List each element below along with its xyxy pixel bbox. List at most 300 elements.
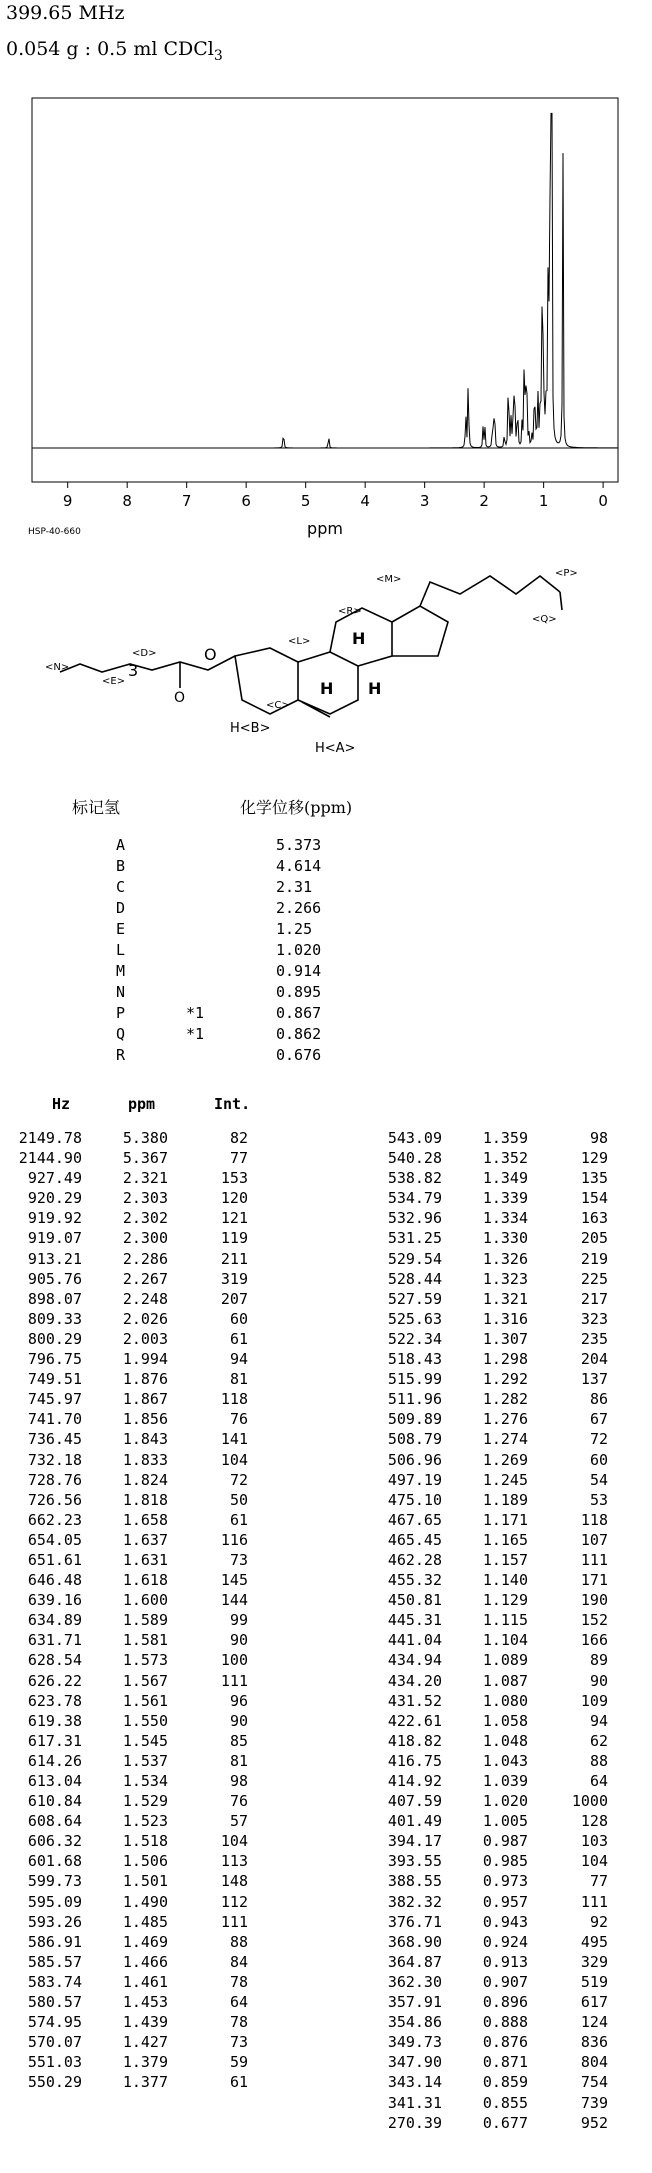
peak-hz: 586.91 xyxy=(27,1932,82,1951)
peak-ppm: 1.282 xyxy=(482,1390,528,1409)
peak-row xyxy=(0,1409,248,1429)
peak-int: 53 xyxy=(589,1490,608,1509)
peak-hz: 393.55 xyxy=(387,1852,442,1871)
peak-ppm: 1.631 xyxy=(122,1550,168,1569)
peak-ppm: 1.292 xyxy=(482,1370,528,1389)
peak-ppm: 1.323 xyxy=(482,1269,528,1288)
peak-ppm: 1.469 xyxy=(122,1932,168,1951)
peak-row xyxy=(0,1470,248,1490)
peak-int: 76 xyxy=(229,1410,248,1429)
assignment-ppm: 1.25 xyxy=(276,920,313,938)
peak-int: 60 xyxy=(589,1450,608,1469)
peak-hz: 349.73 xyxy=(387,2033,442,2052)
x-tick-label: 8 xyxy=(122,492,132,510)
peak-ppm: 1.339 xyxy=(482,1189,528,1208)
peak-int: 329 xyxy=(580,1952,608,1971)
peak-ppm: 1.573 xyxy=(122,1651,168,1670)
peak-hz: 538.82 xyxy=(387,1169,442,1188)
peak-ppm: 1.490 xyxy=(122,1892,168,1911)
peak-int: 153 xyxy=(220,1169,248,1188)
x-tick-label: 7 xyxy=(181,492,192,510)
peak-row xyxy=(0,1510,248,1530)
peak-int: 78 xyxy=(229,2013,248,2032)
peak-ppm: 2.302 xyxy=(122,1209,168,1228)
peak-int: 205 xyxy=(580,1229,608,1248)
peak-row xyxy=(360,1429,608,1449)
peak-int: 67 xyxy=(589,1410,608,1429)
peak-ppm: 1.316 xyxy=(482,1309,528,1328)
peak-ppm: 1.379 xyxy=(122,2053,168,2072)
peak-ppm: 1.618 xyxy=(122,1571,168,1590)
peak-hz: 467.65 xyxy=(387,1510,442,1529)
assignment-note: *1 xyxy=(186,1025,205,1043)
peak-int: 111 xyxy=(220,1671,248,1690)
peak-int: 111 xyxy=(220,1912,248,1931)
peak-ppm: 1.824 xyxy=(122,1470,168,1489)
x-tick-label: 0 xyxy=(598,492,608,510)
peak-row xyxy=(0,1751,248,1771)
peak-ppm: 1.637 xyxy=(122,1530,168,1549)
peak-ppm: 0.924 xyxy=(482,1932,528,1951)
peak-row xyxy=(0,1691,248,1711)
peak-hz: 475.10 xyxy=(387,1490,442,1509)
assignment-note xyxy=(186,982,276,1003)
peak-int: 98 xyxy=(589,1129,608,1147)
peak-int: 118 xyxy=(580,1510,608,1529)
peak-row xyxy=(360,1269,608,1289)
assignment-ppm: 0.914 xyxy=(276,962,322,980)
peak-ppm: 1.129 xyxy=(482,1591,528,1610)
peak-ppm: 0.888 xyxy=(482,2013,528,2032)
peak-int: 1000 xyxy=(571,1792,608,1811)
peak-hz: 570.07 xyxy=(27,2033,82,2052)
peak-ppm: 1.534 xyxy=(122,1772,168,1790)
peak-ppm: 1.581 xyxy=(122,1631,168,1650)
label-hb: H<B> xyxy=(230,721,271,736)
peak-hz: 414.92 xyxy=(387,1772,442,1790)
peak-hz: 898.07 xyxy=(27,1289,82,1308)
peak-hz: 354.86 xyxy=(387,2013,442,2032)
peak-int: 90 xyxy=(229,1631,248,1650)
peak-ppm: 1.352 xyxy=(482,1149,528,1168)
peak-int: 137 xyxy=(580,1370,608,1389)
peak-int: 104 xyxy=(580,1852,608,1871)
x-tick-label: 6 xyxy=(241,492,251,510)
peak-ppm: 0.677 xyxy=(482,2113,528,2132)
peak-row xyxy=(360,1309,608,1329)
label-r: <R> xyxy=(338,606,362,617)
peak-row xyxy=(360,1831,608,1851)
peak-int: 64 xyxy=(589,1772,608,1790)
assignment-label: Q xyxy=(116,1025,126,1043)
peak-ppm: 1.245 xyxy=(482,1470,528,1489)
peak-row xyxy=(360,1671,608,1691)
peak-row xyxy=(0,1168,248,1188)
assignment-label: N xyxy=(116,983,126,1001)
label-q: <Q> xyxy=(532,614,557,625)
peak-ppm: 5.380 xyxy=(122,1129,168,1147)
peak-row xyxy=(360,1168,608,1188)
peak-row xyxy=(360,1711,608,1731)
peak-ppm: 1.818 xyxy=(122,1490,168,1509)
peak-ppm: 1.453 xyxy=(122,1993,168,2012)
peak-row xyxy=(360,1570,608,1590)
peak-hz: 509.89 xyxy=(387,1410,442,1429)
peak-row xyxy=(0,1208,248,1228)
peak-row xyxy=(360,1188,608,1208)
ring-d xyxy=(392,606,448,656)
peak-ppm: 1.087 xyxy=(482,1671,528,1690)
peak-row xyxy=(360,1228,608,1248)
peak-int: 104 xyxy=(220,1832,248,1851)
peak-row xyxy=(0,1309,248,1329)
molecule-structure xyxy=(40,552,600,772)
peak-row xyxy=(360,2072,608,2092)
h-atom-1: H xyxy=(352,629,366,648)
peak-row xyxy=(360,1630,608,1650)
assignment-label: B xyxy=(116,857,126,875)
x-axis xyxy=(63,482,608,510)
peak-header-int: Int. xyxy=(214,1095,251,1113)
assignment-note xyxy=(186,919,276,940)
assignment-row xyxy=(116,877,321,898)
peak-row xyxy=(360,1771,608,1791)
peak-hz: 580.57 xyxy=(27,1993,82,2012)
peak-ppm: 0.985 xyxy=(482,1852,528,1871)
peak-int: 77 xyxy=(589,1872,608,1891)
peak-ppm: 0.876 xyxy=(482,2033,528,2052)
peak-hz: 543.09 xyxy=(387,1129,442,1147)
peak-row xyxy=(360,1409,608,1429)
peak-ppm: 1.321 xyxy=(482,1289,528,1308)
peak-header-ppm: ppm xyxy=(128,1095,156,1113)
peak-ppm: 1.269 xyxy=(482,1450,528,1469)
peak-ppm: 5.367 xyxy=(122,1149,168,1168)
peak-row xyxy=(360,1952,608,1972)
peak-hz: 511.96 xyxy=(387,1390,442,1409)
peak-hz: 920.29 xyxy=(27,1189,82,1208)
peak-row xyxy=(360,1892,608,1912)
assignment-note xyxy=(186,898,276,919)
label-m: <M> xyxy=(376,574,402,585)
peak-hz: 455.32 xyxy=(387,1571,442,1590)
assignment-header-2: 化学位移(ppm) xyxy=(240,798,353,817)
peak-hz: 736.45 xyxy=(27,1430,82,1449)
peak-ppm: 1.567 xyxy=(122,1671,168,1690)
peak-int: 60 xyxy=(229,1309,248,1328)
peak-hz: 551.03 xyxy=(27,2053,82,2072)
assignment-ppm: 2.266 xyxy=(276,899,322,917)
peak-int: 129 xyxy=(580,1149,608,1168)
peak-row xyxy=(360,1249,608,1269)
peak-ppm: 0.957 xyxy=(482,1892,528,1911)
peak-int: 495 xyxy=(580,1932,608,1951)
assignment-row xyxy=(116,982,321,1003)
peak-int: 54 xyxy=(589,1470,608,1489)
peak-hz: 613.04 xyxy=(27,1772,82,1790)
peak-hz: 376.71 xyxy=(387,1912,442,1931)
x-tick-label: 1 xyxy=(538,492,549,510)
peak-int: 519 xyxy=(580,1972,608,1991)
peak-ppm: 1.298 xyxy=(482,1350,528,1369)
h-atom-2: H xyxy=(320,679,334,698)
peak-int: 72 xyxy=(589,1430,608,1449)
peak-int: 73 xyxy=(229,1550,248,1569)
peak-row xyxy=(0,1369,248,1389)
peak-ppm: 1.157 xyxy=(482,1550,528,1569)
peak-int: 88 xyxy=(229,1932,248,1951)
peak-ppm: 2.300 xyxy=(122,1229,168,1248)
peak-row xyxy=(0,1892,248,1912)
peak-hz: 401.49 xyxy=(387,1812,442,1831)
peak-row xyxy=(0,1530,248,1550)
peak-int: 152 xyxy=(580,1611,608,1630)
peak-int: 111 xyxy=(580,1550,608,1569)
peak-row xyxy=(0,1972,248,1992)
assignment-note: *1 xyxy=(186,1004,205,1022)
peak-hz: 528.44 xyxy=(387,1269,442,1288)
peak-ppm: 1.043 xyxy=(482,1751,528,1770)
peak-row xyxy=(360,1871,608,1891)
peak-hz: 631.71 xyxy=(27,1631,82,1650)
peak-row xyxy=(0,1188,248,1208)
peak-int: 171 xyxy=(580,1571,608,1590)
peak-hz: 913.21 xyxy=(27,1249,82,1268)
peak-int: 319 xyxy=(220,1269,248,1288)
peak-ppm: 2.303 xyxy=(122,1189,168,1208)
peak-hz: 407.59 xyxy=(387,1792,442,1811)
peak-hz: 651.61 xyxy=(27,1550,82,1569)
assignment-label: M xyxy=(116,962,126,980)
peak-row xyxy=(0,1450,248,1470)
peak-row xyxy=(0,1389,248,1409)
peak-row xyxy=(0,1490,248,1510)
peak-int: 86 xyxy=(589,1390,608,1409)
peak-row xyxy=(0,1630,248,1650)
label-n: <N> xyxy=(45,662,70,673)
peak-ppm: 1.274 xyxy=(482,1430,528,1449)
peak-row xyxy=(360,1530,608,1550)
peak-row xyxy=(0,1429,248,1449)
peak-hz: 809.33 xyxy=(27,1309,82,1328)
peak-row xyxy=(0,1671,248,1691)
peak-row xyxy=(0,1269,248,1289)
spectrum-code: HSP-40-660 xyxy=(28,527,81,537)
peak-int: 163 xyxy=(580,1209,608,1228)
label-ha: H<A> xyxy=(315,741,356,756)
peak-row xyxy=(360,1731,608,1751)
peak-hz: 529.54 xyxy=(387,1249,442,1268)
label-oxygen-ester: O xyxy=(204,645,217,664)
peak-ppm: 2.286 xyxy=(122,1249,168,1268)
peak-hz: 531.25 xyxy=(387,1229,442,1248)
peak-int: 804 xyxy=(580,2053,608,2072)
peak-int: 219 xyxy=(580,1249,608,1268)
frequency-label: 399.65 MHz xyxy=(6,2,125,24)
peak-int: 81 xyxy=(229,1751,248,1770)
assignment-note xyxy=(186,835,276,856)
peak-int: 104 xyxy=(220,1450,248,1469)
peak-hz: 450.81 xyxy=(387,1591,442,1610)
peak-hz: 518.43 xyxy=(387,1350,442,1369)
peak-hz: 270.39 xyxy=(387,2113,442,2132)
peak-int: 166 xyxy=(580,1631,608,1650)
sample-label: 0.054 g : 0.5 ml CDCl$_3$ xyxy=(6,38,223,64)
peak-ppm: 0.943 xyxy=(482,1912,528,1931)
peak-row xyxy=(0,1590,248,1610)
peak-int: 59 xyxy=(229,2053,248,2072)
peak-hz: 431.52 xyxy=(387,1691,442,1710)
assignment-ppm: 2.31 xyxy=(276,878,313,896)
peak-ppm: 1.523 xyxy=(122,1812,168,1831)
peak-hz: 628.54 xyxy=(27,1651,82,1670)
peak-int: 76 xyxy=(229,1792,248,1811)
peak-ppm: 1.994 xyxy=(122,1350,168,1369)
peak-row xyxy=(0,2072,248,2092)
peak-row xyxy=(360,1811,608,1831)
peak-hz: 343.14 xyxy=(387,2073,442,2092)
peak-ppm: 1.349 xyxy=(482,1169,528,1188)
peak-int: 62 xyxy=(589,1731,608,1750)
peak-ppm: 1.843 xyxy=(122,1430,168,1449)
peak-hz: 608.64 xyxy=(27,1812,82,1831)
peak-ppm: 1.529 xyxy=(122,1792,168,1811)
peak-hz: 368.90 xyxy=(387,1932,442,1951)
peak-hz: 506.96 xyxy=(387,1450,442,1469)
peak-row xyxy=(0,2032,248,2052)
peak-ppm: 0.913 xyxy=(482,1952,528,1971)
peak-row xyxy=(360,1972,608,1992)
peak-hz: 593.26 xyxy=(27,1912,82,1931)
peak-hz: 619.38 xyxy=(27,1711,82,1730)
peak-int: 94 xyxy=(229,1350,248,1369)
peak-int: 145 xyxy=(220,1571,248,1590)
peak-row xyxy=(0,1871,248,1891)
peak-row xyxy=(360,1912,608,1932)
assignment-note xyxy=(186,877,276,898)
peak-row xyxy=(360,1751,608,1771)
peak-int: 144 xyxy=(220,1591,248,1610)
peak-ppm: 1.171 xyxy=(482,1510,528,1529)
peak-row xyxy=(0,1610,248,1630)
peak-hz: 595.09 xyxy=(27,1892,82,1911)
assignment-label: E xyxy=(116,920,126,938)
assignment-table xyxy=(116,835,321,1066)
peak-hz: 796.75 xyxy=(27,1350,82,1369)
peak-hz: 601.68 xyxy=(27,1852,82,1871)
peak-row xyxy=(360,1650,608,1670)
peak-int: 128 xyxy=(580,1812,608,1831)
assignment-ppm: 0.862 xyxy=(276,1025,322,1043)
peak-int: 103 xyxy=(580,1832,608,1851)
peak-hz: 606.32 xyxy=(27,1832,82,1851)
peak-hz: 445.31 xyxy=(387,1611,442,1630)
peak-ppm: 1.189 xyxy=(482,1490,528,1509)
peak-ppm: 1.115 xyxy=(482,1611,528,1630)
peak-row xyxy=(0,1249,248,1269)
assignment-row xyxy=(116,856,321,877)
peak-row xyxy=(360,1289,608,1309)
h-atom-3: H xyxy=(368,679,382,698)
peak-int: 107 xyxy=(580,1530,608,1549)
peak-ppm: 1.005 xyxy=(482,1812,528,1831)
assignment-ppm: 0.676 xyxy=(276,1046,322,1064)
assignment-row xyxy=(116,835,321,856)
peak-row xyxy=(360,1992,608,2012)
peak-ppm: 1.307 xyxy=(482,1329,528,1348)
peak-int: 952 xyxy=(580,2113,608,2132)
peak-hz: 646.48 xyxy=(27,1571,82,1590)
peak-row xyxy=(360,2113,608,2133)
peak-row xyxy=(0,1128,248,1148)
peak-row xyxy=(0,1851,248,1871)
peak-ppm: 0.907 xyxy=(482,1972,528,1991)
peak-ppm: 1.518 xyxy=(122,1832,168,1851)
peak-ppm: 1.856 xyxy=(122,1410,168,1429)
peak-ppm: 0.896 xyxy=(482,1993,528,2012)
peak-hz: 574.95 xyxy=(27,2013,82,2032)
peak-int: 120 xyxy=(220,1189,248,1208)
peak-table-left xyxy=(0,1128,248,2093)
peak-int: 217 xyxy=(580,1289,608,1308)
peak-int: 121 xyxy=(220,1209,248,1228)
peak-ppm: 1.427 xyxy=(122,2033,168,2052)
peak-hz: 732.18 xyxy=(27,1450,82,1469)
assignment-label: P xyxy=(116,1004,126,1022)
peak-ppm: 1.537 xyxy=(122,1751,168,1770)
peak-int: 92 xyxy=(589,1912,608,1931)
peak-ppm: 1.439 xyxy=(122,2013,168,2032)
peak-hz: 527.59 xyxy=(387,1289,442,1308)
peak-hz: 919.07 xyxy=(27,1229,82,1248)
peak-row xyxy=(0,1550,248,1570)
peak-hz: 341.31 xyxy=(387,2093,442,2112)
peak-hz: 434.20 xyxy=(387,1671,442,1690)
assignment-row xyxy=(116,961,321,982)
peak-hz: 462.28 xyxy=(387,1550,442,1569)
assignment-row xyxy=(116,940,321,961)
assignment-ppm: 0.867 xyxy=(276,1004,322,1022)
peak-row xyxy=(0,1711,248,1731)
peak-hz: 382.32 xyxy=(387,1892,442,1911)
peak-row xyxy=(360,1208,608,1228)
peak-ppm: 1.461 xyxy=(122,1972,168,1991)
label-d: <D> xyxy=(132,648,157,659)
peak-int: 124 xyxy=(580,2013,608,2032)
peak-hz: 617.31 xyxy=(27,1731,82,1750)
peak-row xyxy=(0,1791,248,1811)
peak-hz: 919.92 xyxy=(27,1209,82,1228)
peak-hz: 422.61 xyxy=(387,1711,442,1730)
peak-int: 99 xyxy=(229,1611,248,1630)
assignment-ppm: 4.614 xyxy=(276,857,322,875)
peak-row xyxy=(0,1650,248,1670)
peak-int: 141 xyxy=(220,1430,248,1449)
peak-int: 77 xyxy=(229,1149,248,1168)
peak-ppm: 1.600 xyxy=(122,1591,168,1610)
assignment-ppm: 0.895 xyxy=(276,983,322,1001)
peak-hz: 654.05 xyxy=(27,1530,82,1549)
peak-ppm: 1.506 xyxy=(122,1852,168,1871)
assignment-ppm: 5.373 xyxy=(276,836,322,854)
peak-row xyxy=(360,1691,608,1711)
label-p: <P> xyxy=(555,568,578,579)
peak-int: 90 xyxy=(229,1711,248,1730)
peak-ppm: 1.545 xyxy=(122,1731,168,1750)
peak-hz: 508.79 xyxy=(387,1430,442,1449)
peak-hz: 2144.90 xyxy=(18,1149,82,1168)
peak-hz: 626.22 xyxy=(27,1671,82,1690)
